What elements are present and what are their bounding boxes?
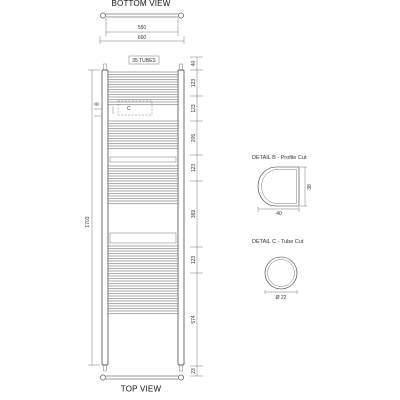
section-mark-b xyxy=(94,102,101,116)
overall-height-dimension xyxy=(85,70,100,365)
right-rail xyxy=(178,70,184,365)
vertical-dimension-label: 123 xyxy=(191,104,197,113)
detail-c-diameter-dimension xyxy=(265,290,297,301)
tube-bar xyxy=(108,136,178,139)
width-dimension-inner xyxy=(106,18,178,36)
tube-bar xyxy=(108,146,178,149)
tube-bar xyxy=(108,276,178,279)
vertical-dimension-label: 574 xyxy=(191,315,197,324)
tube-bar xyxy=(108,77,178,80)
tube-bar xyxy=(108,256,178,259)
overall-height-label: 1703 xyxy=(85,216,91,228)
width-inner-label: 550 xyxy=(137,25,147,31)
tube-bar xyxy=(108,166,178,169)
tube-bar xyxy=(108,82,178,85)
tube-bar xyxy=(108,286,178,289)
tube-bar xyxy=(108,196,178,199)
tube-bar xyxy=(108,181,178,184)
tube-bar xyxy=(108,126,178,129)
tube-bar xyxy=(108,281,178,284)
tube-bar xyxy=(108,131,178,134)
tube-bars xyxy=(108,72,178,314)
top-valve xyxy=(104,64,183,70)
width-dimension-outer xyxy=(100,35,184,44)
tube-bar xyxy=(108,306,178,309)
tube-bar xyxy=(108,201,178,204)
tube-bar xyxy=(108,102,178,105)
left-rail xyxy=(102,70,108,365)
tube-bar xyxy=(108,121,178,124)
tube-bar xyxy=(108,87,178,90)
tube-bar xyxy=(108,191,178,194)
width-outer-label: 600 xyxy=(137,35,147,41)
detail-b-height-dimension xyxy=(300,167,313,206)
detail-b-profile-shape xyxy=(258,167,299,206)
detail-c-title: DETAIL C - Tube Cut xyxy=(252,239,304,245)
vertical-dimension-label: 123 xyxy=(191,255,197,265)
vertical-dimension-label: 205 xyxy=(191,133,197,143)
tube-bar xyxy=(108,261,178,264)
tube-bar xyxy=(108,141,178,144)
tube-bar xyxy=(108,251,178,254)
tube-gap xyxy=(110,233,176,243)
tube-bar xyxy=(108,271,178,274)
tube-count-label: 35 TUBES xyxy=(132,58,156,64)
top-view-title: TOP VIEW xyxy=(120,384,162,394)
detail-b-width-label: 40 xyxy=(276,211,282,217)
section-c-label: C xyxy=(127,106,131,112)
detail-b-height-label: 38 xyxy=(307,184,313,190)
tube-bar xyxy=(108,296,178,299)
tube-bar xyxy=(108,72,178,75)
vertical-dimension-label: 23 xyxy=(191,368,197,374)
tube-bar xyxy=(108,266,178,269)
detail-c-tube-shape xyxy=(265,257,297,289)
tube-bar xyxy=(108,171,178,174)
tube-bar xyxy=(108,311,178,314)
bottom-valve xyxy=(104,365,183,371)
vertical-dimension-label: 123 xyxy=(191,78,197,88)
tube-bar xyxy=(108,301,178,304)
vertical-dimension-chain xyxy=(190,57,203,376)
vertical-dimension-label: 123 xyxy=(191,163,197,173)
bottom-view-title: BOTTOM VIEW xyxy=(111,0,171,8)
tube-bar xyxy=(108,97,178,100)
tube-bar xyxy=(108,186,178,189)
tube-count-callout xyxy=(129,56,159,64)
detail-c-diameter-label: Ø 22 xyxy=(275,295,287,301)
detail-b-title: DETAIL B - Profile Cut xyxy=(252,155,307,161)
top-view-profile xyxy=(100,375,183,380)
tube-bar xyxy=(108,246,178,249)
tube-gap xyxy=(110,157,176,162)
tube-bar xyxy=(108,291,178,294)
vertical-dimension-label: 369 xyxy=(191,209,197,219)
vertical-dimension-label: 40 xyxy=(191,60,197,67)
tube-bar xyxy=(108,176,178,179)
section-b-label: B xyxy=(94,102,101,106)
bottom-view-profile xyxy=(100,13,183,18)
tube-bar xyxy=(108,92,178,95)
detail-b-width-dimension xyxy=(258,207,299,217)
